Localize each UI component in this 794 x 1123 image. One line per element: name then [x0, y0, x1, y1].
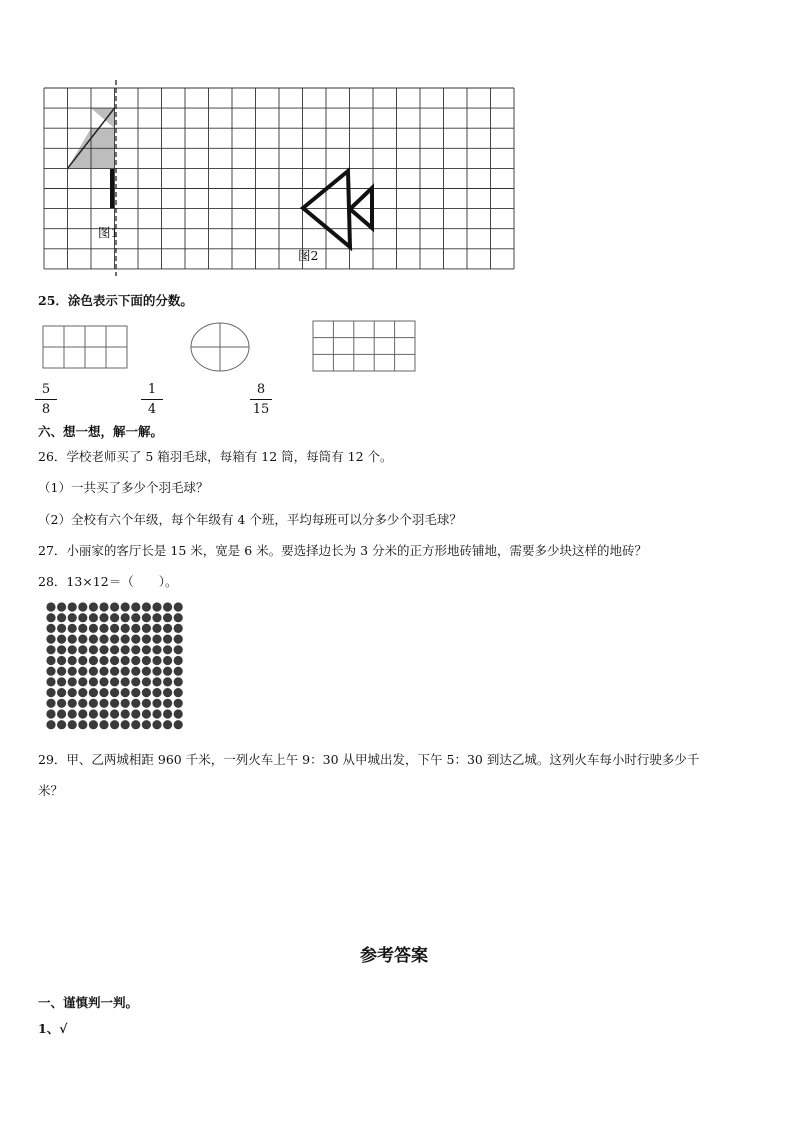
question-26: 26．学校老师买了 5 箱羽毛球，每箱有 12 筒，每筒有 12 个。: [38, 449, 393, 464]
question-25: 25．涂色表示下面的分数。: [38, 293, 193, 308]
dot: [152, 613, 161, 622]
dot: [131, 656, 140, 665]
dot: [152, 667, 161, 676]
dot: [78, 709, 87, 718]
dot: [57, 645, 66, 654]
dot: [78, 602, 87, 611]
dot: [121, 709, 130, 718]
dot: [163, 677, 172, 686]
dot: [121, 720, 130, 729]
dot: [110, 635, 119, 644]
question-28: 28．13×12＝（ ）。: [38, 574, 178, 589]
dot: [121, 645, 130, 654]
dot: [57, 656, 66, 665]
dot: [174, 667, 183, 676]
dot: [131, 688, 140, 697]
dot: [163, 635, 172, 644]
dot: [89, 688, 98, 697]
dot: [89, 699, 98, 708]
dot: [89, 656, 98, 665]
dot: [121, 667, 130, 676]
dot: [163, 624, 172, 633]
dot: [152, 645, 161, 654]
dot: [152, 688, 161, 697]
figure-2-label: 图2: [298, 248, 319, 263]
dot: [131, 635, 140, 644]
dot: [89, 720, 98, 729]
dot: [121, 624, 130, 633]
dot: [131, 667, 140, 676]
dot: [142, 624, 151, 633]
dot: [131, 720, 140, 729]
dot: [99, 699, 108, 708]
dot: [152, 720, 161, 729]
dot: [89, 667, 98, 676]
dot: [46, 624, 55, 633]
dot: [46, 656, 55, 665]
dot: [99, 667, 108, 676]
dot: [163, 602, 172, 611]
dot: [57, 635, 66, 644]
dot: [152, 677, 161, 686]
dot: [121, 602, 130, 611]
dot: [46, 667, 55, 676]
dot: [163, 720, 172, 729]
dot: [174, 656, 183, 665]
dot: [68, 699, 77, 708]
dot: [68, 635, 77, 644]
figure-1-label: 图1: [98, 225, 119, 240]
dot: [57, 709, 66, 718]
dot: [110, 667, 119, 676]
dot: [78, 699, 87, 708]
dot: [46, 613, 55, 622]
dot: [99, 645, 108, 654]
dot: [57, 720, 66, 729]
dot: [174, 645, 183, 654]
dot: [78, 656, 87, 665]
dot: [152, 624, 161, 633]
dot: [110, 677, 119, 686]
fraction-8-15: 8 15: [250, 383, 272, 416]
dot: [131, 624, 140, 633]
dot: [89, 635, 98, 644]
dot: [174, 613, 183, 622]
dot: [110, 709, 119, 718]
question-29-line-1: 29．甲、乙两城相距 960 千米，一列火车上午 9：30 从甲城出发，下午 5：30 到达乙城。这列火车每小时行驶多少千: [38, 752, 700, 767]
dot: [131, 613, 140, 622]
dot: [174, 688, 183, 697]
dot: [121, 688, 130, 697]
dot: [78, 688, 87, 697]
dot: [99, 677, 108, 686]
dot: [99, 624, 108, 633]
dot: [152, 699, 161, 708]
dot: [78, 613, 87, 622]
dot: [68, 709, 77, 718]
fraction-5-8: 5 8: [35, 383, 57, 416]
dot: [68, 613, 77, 622]
dot: [68, 602, 77, 611]
dot: [142, 613, 151, 622]
dot: [89, 645, 98, 654]
answers-title: 参考答案: [360, 946, 428, 966]
dot: [46, 635, 55, 644]
dot: [110, 699, 119, 708]
dot: [89, 677, 98, 686]
dot: [121, 613, 130, 622]
dot: [142, 677, 151, 686]
dot: [78, 635, 87, 644]
dot: [110, 624, 119, 633]
dot: [131, 645, 140, 654]
question-27: 27．小丽家的客厅长是 15 米，宽是 6 米。要选择边长为 3 分米的正方形地砖铺地，需要多少块这样的地砖？: [38, 543, 648, 558]
dot: [142, 602, 151, 611]
dot: [99, 720, 108, 729]
dot: [152, 635, 161, 644]
dot: [142, 688, 151, 697]
dot: [121, 677, 130, 686]
dot: [46, 602, 55, 611]
dot: [57, 602, 66, 611]
dot: [142, 656, 151, 665]
dot: [163, 645, 172, 654]
section-6-heading: 六、想一想，解一解。: [38, 424, 164, 439]
question-26-part-1: （1）一共买了多少个羽毛球？: [38, 480, 209, 495]
dot: [89, 613, 98, 622]
dot: [163, 667, 172, 676]
dot: [110, 602, 119, 611]
dot: [99, 656, 108, 665]
dot: [57, 699, 66, 708]
dot: [152, 709, 161, 718]
dot: [68, 667, 77, 676]
dot: [57, 613, 66, 622]
dot: [131, 709, 140, 718]
dot: [99, 613, 108, 622]
dot: [131, 677, 140, 686]
dot: [152, 602, 161, 611]
dot: [142, 645, 151, 654]
dot: [121, 656, 130, 665]
dot: [110, 613, 119, 622]
dot: [46, 688, 55, 697]
dot: [46, 720, 55, 729]
dot: [110, 688, 119, 697]
dot: [57, 688, 66, 697]
dot: [89, 602, 98, 611]
dot: [57, 624, 66, 633]
dot: [78, 624, 87, 633]
dot: [174, 699, 183, 708]
dot: [99, 602, 108, 611]
dot: [163, 656, 172, 665]
fraction-1-4: 1 4: [141, 383, 163, 416]
dot: [163, 613, 172, 622]
dot: [46, 699, 55, 708]
dot: [142, 667, 151, 676]
dot: [131, 699, 140, 708]
dot: [110, 645, 119, 654]
dot: [121, 635, 130, 644]
dot: [46, 645, 55, 654]
dot: [174, 677, 183, 686]
dot: [99, 688, 108, 697]
dot: [57, 667, 66, 676]
dot: [110, 720, 119, 729]
dot: [68, 624, 77, 633]
dot: [89, 624, 98, 633]
dot: [152, 656, 161, 665]
dot: [174, 720, 183, 729]
dot: [46, 709, 55, 718]
dot: [46, 677, 55, 686]
dot: [68, 688, 77, 697]
dot: [142, 635, 151, 644]
dot: [78, 720, 87, 729]
dot: [110, 656, 119, 665]
dot: [174, 602, 183, 611]
question-29-line-2: 米？: [38, 783, 64, 798]
dot: [89, 709, 98, 718]
dot: [78, 677, 87, 686]
dot: [68, 720, 77, 729]
dot: [142, 720, 151, 729]
dot: [142, 699, 151, 708]
dot: [99, 635, 108, 644]
dot: [121, 699, 130, 708]
dot: [99, 709, 108, 718]
dot: [163, 688, 172, 697]
dot: [142, 709, 151, 718]
dot: [174, 624, 183, 633]
dot: [174, 635, 183, 644]
dot: [68, 677, 77, 686]
dot: [57, 677, 66, 686]
question-26-part-2: （2）全校有六个年级，每个年级有 4 个班，平均每班可以分多少个羽毛球？: [38, 512, 462, 527]
dot: [68, 645, 77, 654]
dot: [163, 699, 172, 708]
dot: [78, 667, 87, 676]
dot: [131, 602, 140, 611]
dot: [78, 645, 87, 654]
answer-item-1: 1、√: [38, 1021, 68, 1036]
dot: [68, 656, 77, 665]
answers-section-1: 一、谨慎判一判。: [38, 995, 139, 1010]
dot: [174, 709, 183, 718]
dot: [163, 709, 172, 718]
